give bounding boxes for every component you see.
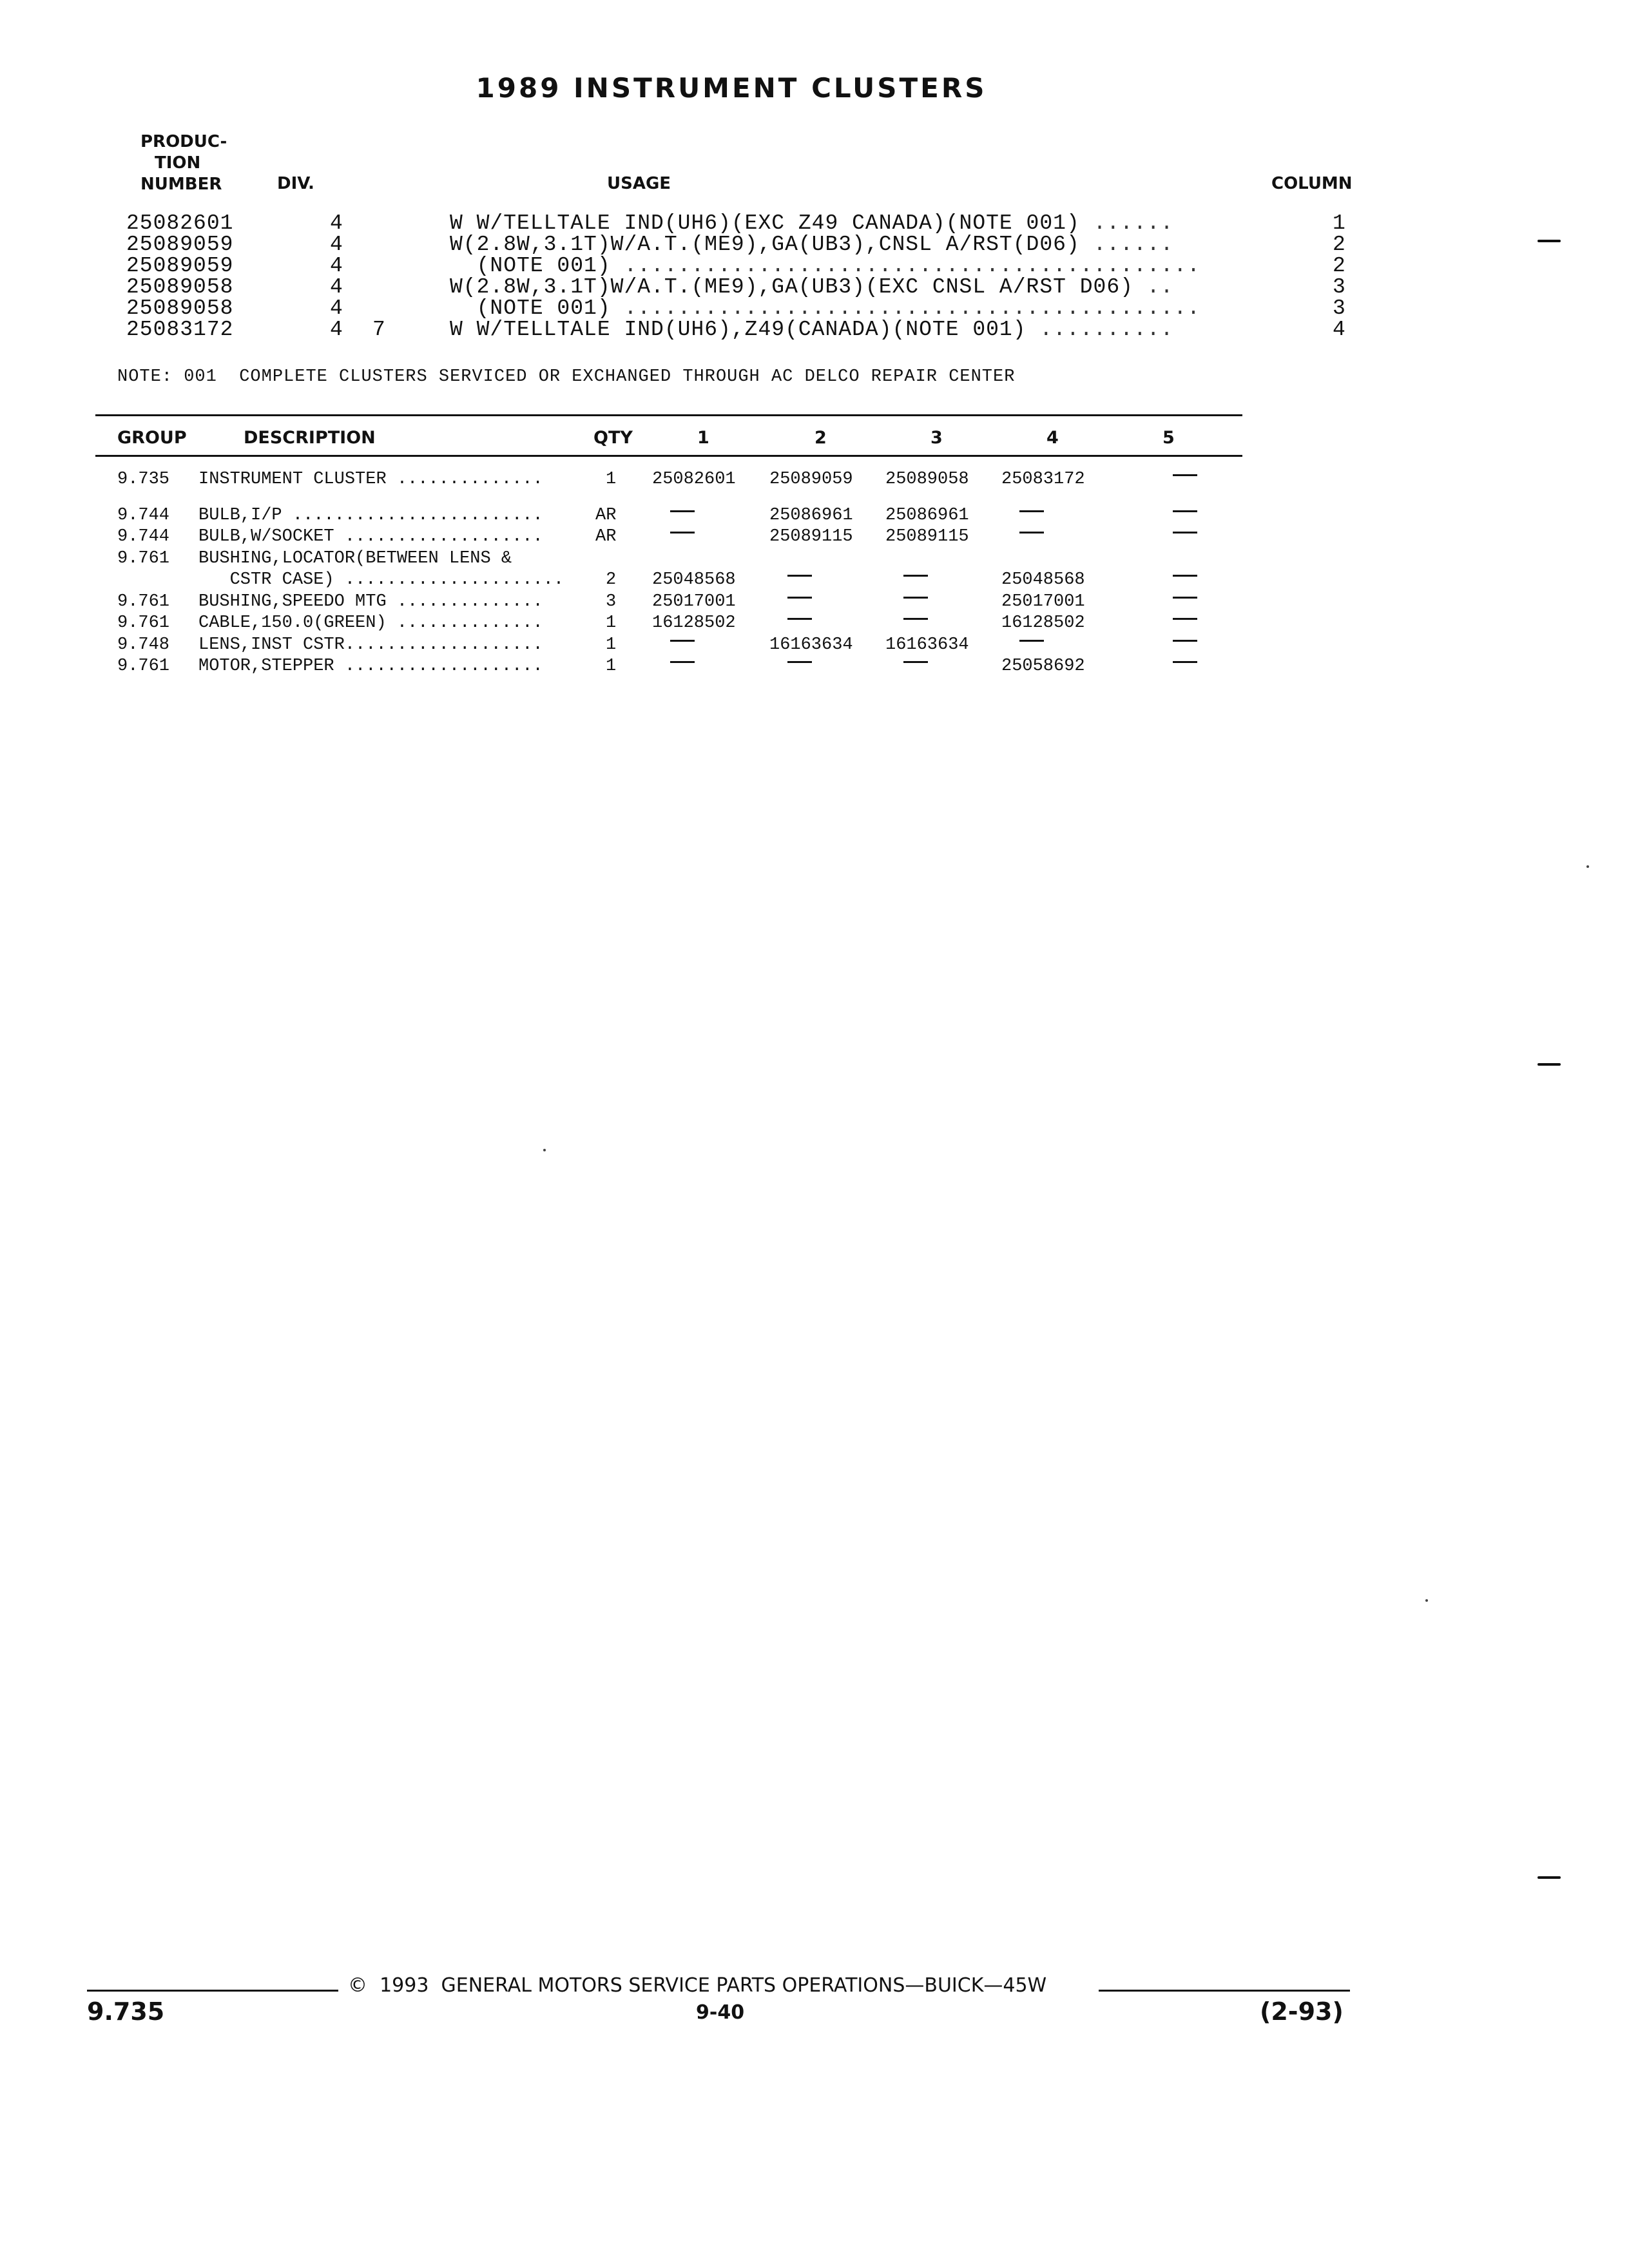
production-row: [0, 319, 1463, 340]
footer-date: (2-93): [1260, 1997, 1344, 2026]
production-header-line1: PRODUC-: [140, 132, 227, 151]
part-description: BULB,W/SOCKET ...................: [198, 527, 543, 546]
dash-mark: [1173, 532, 1197, 533]
production-column: 4: [1333, 318, 1346, 341]
production-row: [0, 255, 1463, 276]
production-usage: [450, 255, 1200, 276]
part-col1: 16128502: [652, 613, 736, 633]
footer-copyright: © 1993 GENERAL MOTORS SERVICE PARTS OPERATIONS—BUICK—45W: [348, 1974, 1047, 1997]
production-column: 1: [1333, 211, 1346, 235]
margin-mark: [1537, 240, 1561, 242]
production-usage: [450, 298, 1200, 319]
dash-mark: [787, 575, 812, 577]
dash-mark: [787, 618, 812, 620]
production-div: 4: [330, 254, 343, 278]
footer-section-number: 9.735: [87, 1997, 165, 2026]
part-col3: 25089058: [885, 470, 969, 489]
part-description: CSTR CASE) .....................: [198, 570, 564, 590]
production-usage: [450, 213, 1173, 234]
margin-mark: [1537, 1876, 1561, 1879]
col4-header: 4: [1046, 428, 1059, 448]
dash-mark: [1173, 597, 1197, 599]
footer-page-number: 9-40: [696, 2001, 745, 2024]
dash-mark: [1019, 640, 1044, 642]
part-col2: 25086961: [769, 505, 853, 525]
dash-mark: [670, 661, 695, 663]
part-group: 9.735: [117, 470, 170, 489]
part-col4: 25083172: [1001, 470, 1085, 489]
usage-text: W(2.8W,3.1T)W/A.T.(ME9),GA(UB3)(EXC CNSL A/RST D06): [450, 275, 1133, 299]
scan-speck: [1586, 865, 1589, 868]
dash-mark: [903, 575, 928, 577]
col5-header: 5: [1162, 428, 1175, 448]
part-qty: AR: [595, 505, 617, 525]
page-title: 1989 INSTRUMENT CLUSTERS: [476, 72, 987, 104]
group-header: GROUP: [117, 428, 187, 448]
production-column: 2: [1333, 233, 1346, 256]
usage-leader: ...........................................: [610, 254, 1200, 278]
part-col3: 25089115: [885, 527, 969, 546]
production-usage: [450, 276, 1173, 298]
usage-text: W W/TELLTALE IND(UH6)(EXC Z49 CANADA)(NOTE 001): [450, 211, 1080, 235]
part-col4: 16128502: [1001, 613, 1085, 633]
production-div: 4: [330, 318, 343, 341]
part-qty: 1: [606, 613, 617, 633]
div-header: DIV.: [277, 174, 314, 193]
dash-mark: [670, 510, 695, 512]
description-header: DESCRIPTION: [244, 428, 376, 448]
production-header-line3: NUMBER: [140, 175, 222, 194]
part-description: BULB,I/P ........................: [198, 505, 543, 525]
part-group: 9.761: [117, 591, 170, 611]
dash-mark: [670, 640, 695, 642]
dash-mark: [1019, 532, 1044, 533]
part-group: 9.761: [117, 613, 170, 633]
part-col4: 25017001: [1001, 591, 1085, 611]
part-col2: 16163634: [769, 635, 853, 655]
part-description: BUSHING,SPEEDO MTG ..............: [198, 591, 543, 611]
dash-mark: [1173, 661, 1197, 663]
part-qty: 1: [606, 470, 617, 489]
dash-mark: [1019, 510, 1044, 512]
production-usage: [450, 234, 1173, 255]
part-col2: 25089115: [769, 527, 853, 546]
usage-leader: ..: [1133, 275, 1174, 299]
usage-text: W W/TELLTALE IND(UH6),Z49(CANADA)(NOTE 001): [450, 318, 1027, 341]
part-col2: 25089059: [769, 470, 853, 489]
part-col4: 25048568: [1001, 570, 1085, 590]
production-row: [0, 234, 1463, 255]
production-div: 4: [330, 211, 343, 235]
table-row: [0, 656, 1463, 677]
production-column: 3: [1333, 275, 1346, 299]
part-description: MOTOR,STEPPER ...................: [198, 657, 543, 676]
dash-mark: [787, 661, 812, 663]
production-header-line2: TION: [155, 153, 201, 173]
col1-header: 1: [697, 428, 709, 448]
usage-leader: ......: [1079, 233, 1174, 256]
part-col1: 25048568: [652, 570, 736, 590]
col3-header: 3: [930, 428, 943, 448]
table-row: [0, 613, 1463, 634]
production-div2: 7: [372, 318, 386, 341]
part-col3: 25086961: [885, 505, 969, 525]
table-top-rule: [95, 414, 1242, 416]
table-row: [0, 591, 1463, 613]
dash-mark: [1173, 510, 1197, 512]
footer-rule-left: [87, 1990, 338, 1992]
part-col1: 25082601: [652, 470, 736, 489]
usage-text: W(2.8W,3.1T)W/A.T.(ME9),GA(UB3),CNSL A/RST(D06): [450, 233, 1080, 256]
dash-mark: [1173, 474, 1197, 476]
part-group: 9.744: [117, 527, 170, 546]
production-row: [0, 276, 1463, 298]
dash-mark: [1173, 618, 1197, 620]
footer-rule-right: [1099, 1990, 1350, 1992]
part-group: 9.761: [117, 548, 170, 568]
production-number: 25089058: [126, 296, 234, 320]
usage-text: (NOTE 001): [450, 296, 611, 320]
production-column: 3: [1333, 296, 1346, 320]
dash-mark: [903, 597, 928, 599]
table-row: [0, 469, 1463, 490]
production-row: [0, 213, 1463, 234]
production-div: 4: [330, 296, 343, 320]
usage-leader: ..........: [1026, 318, 1174, 341]
production-div: 4: [330, 233, 343, 256]
production-div: 4: [330, 275, 343, 299]
part-qty: 2: [606, 570, 617, 590]
dash-mark: [1173, 575, 1197, 577]
table-row: [0, 526, 1463, 548]
table-row: [0, 570, 1463, 591]
part-description: LENS,INST CSTR...................: [198, 635, 543, 655]
part-description: CABLE,150.0(GREEN) ..............: [198, 613, 543, 633]
usage-leader: ...........................................: [610, 296, 1200, 320]
dash-mark: [903, 618, 928, 620]
part-group: 9.744: [117, 505, 170, 525]
production-number: 25089059: [126, 254, 234, 278]
production-number-header: [140, 131, 244, 195]
part-qty: 1: [606, 657, 617, 676]
table-row: [0, 635, 1463, 656]
table-header-rule: [95, 455, 1242, 457]
usage-header: USAGE: [607, 174, 671, 193]
production-row: [0, 298, 1463, 319]
dash-mark: [1173, 640, 1197, 642]
part-qty: 3: [606, 591, 617, 611]
production-usage: [450, 319, 1173, 340]
part-group: 9.761: [117, 657, 170, 676]
production-number: 25082601: [126, 211, 234, 235]
scan-speck: [543, 1149, 546, 1151]
part-col4: 25058692: [1001, 657, 1085, 676]
production-column: 2: [1333, 254, 1346, 278]
part-qty: AR: [595, 527, 617, 546]
dash-mark: [903, 661, 928, 663]
production-number: 25089058: [126, 275, 234, 299]
note-text: NOTE: 001 COMPLETE CLUSTERS SERVICED OR EXCHANGED THROUGH AC DELCO REPAIR CENTER: [117, 367, 1016, 387]
dash-mark: [787, 597, 812, 599]
scan-speck: [1425, 1599, 1428, 1602]
qty-header: QTY: [593, 428, 633, 448]
part-col3: 16163634: [885, 635, 969, 655]
part-qty: 1: [606, 635, 617, 655]
margin-mark: [1537, 1063, 1561, 1066]
dash-mark: [670, 532, 695, 533]
part-group: 9.748: [117, 635, 170, 655]
part-description: INSTRUMENT CLUSTER ..............: [198, 470, 543, 489]
table-row: [0, 548, 1463, 570]
production-number: 25083172: [126, 318, 234, 341]
table-row: [0, 505, 1463, 526]
column-header: COLUMN: [1271, 174, 1353, 193]
usage-leader: ......: [1079, 211, 1174, 235]
col2-header: 2: [815, 428, 827, 448]
part-description: BUSHING,LOCATOR(BETWEEN LENS &: [198, 548, 512, 568]
part-col1: 25017001: [652, 591, 736, 611]
usage-text: (NOTE 001): [450, 254, 611, 278]
production-number: 25089059: [126, 233, 234, 256]
